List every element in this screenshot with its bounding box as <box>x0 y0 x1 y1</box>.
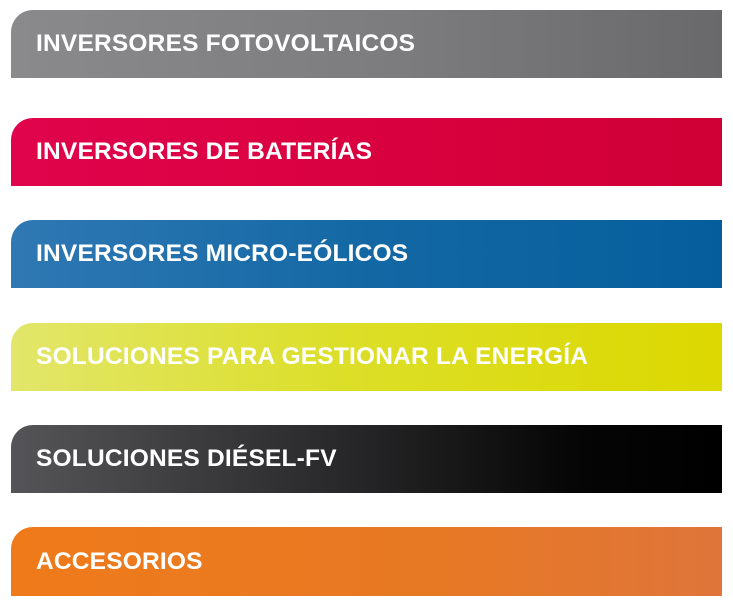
category-energy-management-solutions[interactable] <box>11 323 722 391</box>
category-label: SOLUCIONES DIÉSEL-FV <box>36 445 337 472</box>
category-micro-wind-inverters[interactable] <box>11 220 722 288</box>
category-diesel-pv-solutions[interactable] <box>11 425 722 493</box>
category-battery-inverters[interactable] <box>11 118 722 186</box>
category-label: INVERSORES DE BATERÍAS <box>36 138 373 165</box>
category-accessories[interactable] <box>11 527 722 596</box>
category-photovoltaic-inverters[interactable] <box>11 10 722 78</box>
category-label: SOLUCIONES PARA GESTIONAR LA ENERGÍA <box>36 343 589 370</box>
category-label: INVERSORES MICRO-EÓLICOS <box>36 240 409 267</box>
category-label: INVERSORES FOTOVOLTAICOS <box>36 30 416 57</box>
category-label: ACCESORIOS <box>36 547 203 575</box>
